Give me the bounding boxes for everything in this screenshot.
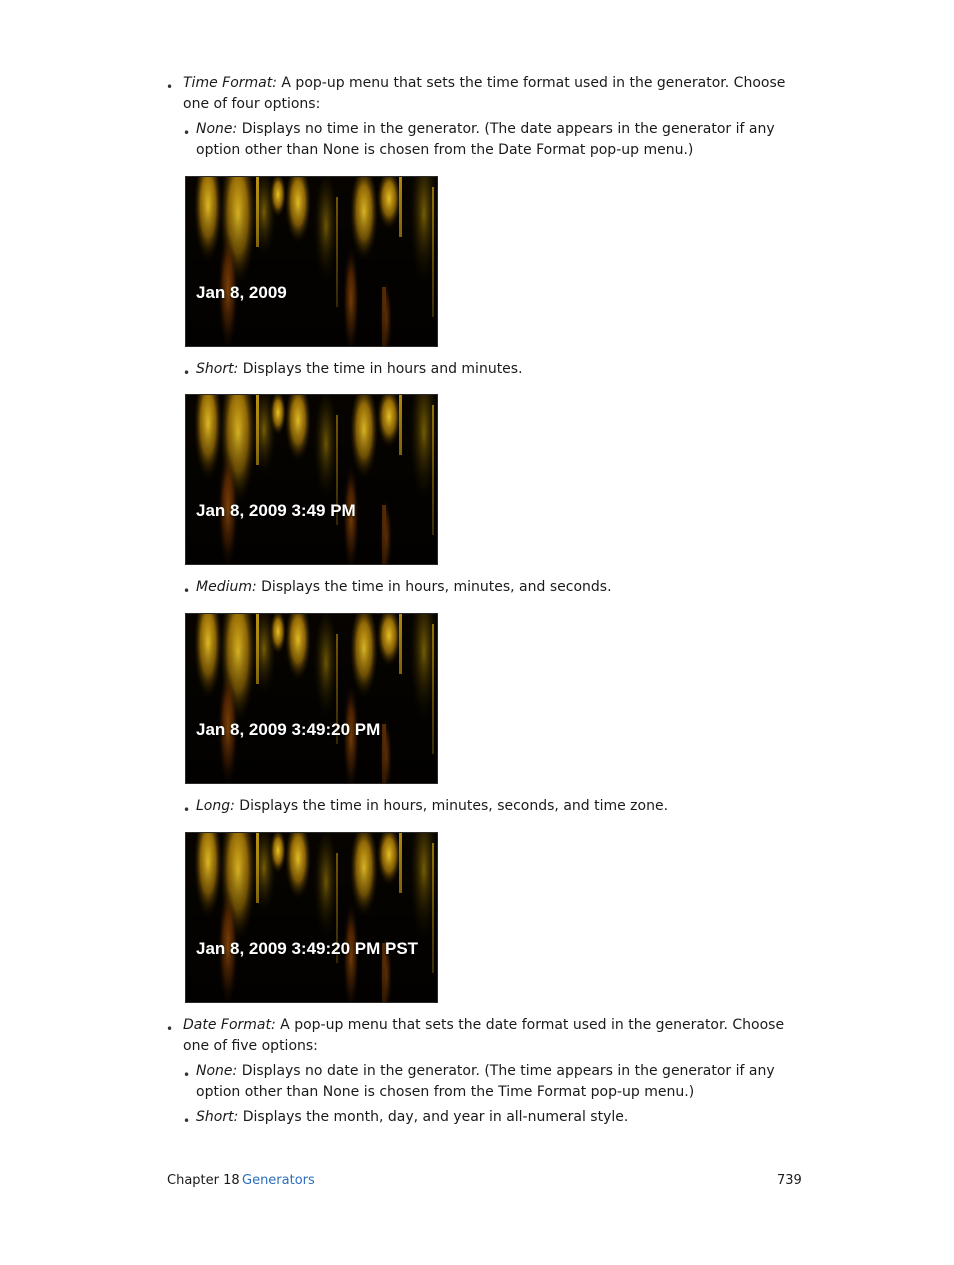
bullet-time-medium: • <box>183 584 191 598</box>
footer-section-link[interactable]: Generators <box>242 1173 315 1188</box>
flame-fade <box>186 614 438 784</box>
bullet-time-format: • <box>166 80 174 94</box>
generator-preview-long <box>185 832 438 1003</box>
time-short-paragraph <box>196 359 786 380</box>
time-format-text: A pop-up menu that sets the time format used in the generator. Choose one of four options: <box>183 75 786 112</box>
date-format-text: A pop-up menu that sets the date format used in the generator. Choose one of five options: <box>183 1017 785 1054</box>
bullet-date-short: • <box>183 1114 191 1128</box>
flame-background <box>186 614 438 784</box>
time-medium-text: Displays the time in hours, minutes, and seconds. <box>256 579 612 595</box>
time-medium-paragraph <box>196 577 786 598</box>
flame-background <box>186 395 438 565</box>
time-none-text: Displays no time in the generator. (The date appears in the generator if any option other than None is chosen from the Date Format pop-up menu.) <box>196 121 775 158</box>
time-short-term: Short: <box>196 361 239 377</box>
flame-fade <box>186 395 438 565</box>
date-format-term: Date Format: <box>183 1017 276 1033</box>
bullet-time-long: • <box>183 803 191 817</box>
generator-preview-short <box>185 394 438 565</box>
bullet-time-short: • <box>183 366 191 380</box>
preview-caption: Jan 8, 2009 3:49:20 PM <box>196 720 381 739</box>
bullet-date-none: • <box>183 1068 191 1082</box>
flame-background <box>186 177 438 347</box>
time-short-text: Displays the time in hours and minutes. <box>238 361 523 377</box>
preview-caption: Jan 8, 2009 3:49:20 PM PST <box>196 939 419 958</box>
time-format-term: Time Format: <box>183 75 277 91</box>
date-short-term: Short: <box>196 1109 239 1125</box>
time-long-text: Displays the time in hours, minutes, seconds, and time zone. <box>234 798 669 814</box>
time-none-paragraph <box>196 119 786 161</box>
date-format-paragraph <box>183 1015 803 1057</box>
time-medium-term: Medium: <box>196 579 257 595</box>
footer-page-number: 739 <box>777 1173 802 1188</box>
time-format-paragraph <box>183 73 803 115</box>
generator-preview-none <box>185 176 438 347</box>
date-none-text: Displays no date in the generator. (The time appears in the generator if any option other than None is chosen from the Time Format pop-up menu.) <box>196 1063 775 1100</box>
flame-background <box>186 833 438 1003</box>
preview-caption: Jan 8, 2009 <box>196 283 287 302</box>
date-none-paragraph <box>196 1061 786 1103</box>
generator-preview-medium <box>185 613 438 784</box>
bullet-time-none: • <box>183 126 191 140</box>
footer-chapter: Chapter 18 <box>167 1173 240 1188</box>
date-short-paragraph <box>196 1107 786 1128</box>
bullet-date-format: • <box>166 1022 174 1036</box>
preview-caption: Jan 8, 2009 3:49 PM <box>196 501 356 520</box>
flame-fade <box>186 833 438 1003</box>
time-none-term: None: <box>196 121 238 137</box>
time-long-term: Long: <box>196 798 235 814</box>
time-long-paragraph <box>196 796 786 817</box>
date-none-term: None: <box>196 1063 238 1079</box>
flame-fade <box>186 177 438 347</box>
date-short-text: Displays the month, day, and year in all-numeral style. <box>238 1109 629 1125</box>
